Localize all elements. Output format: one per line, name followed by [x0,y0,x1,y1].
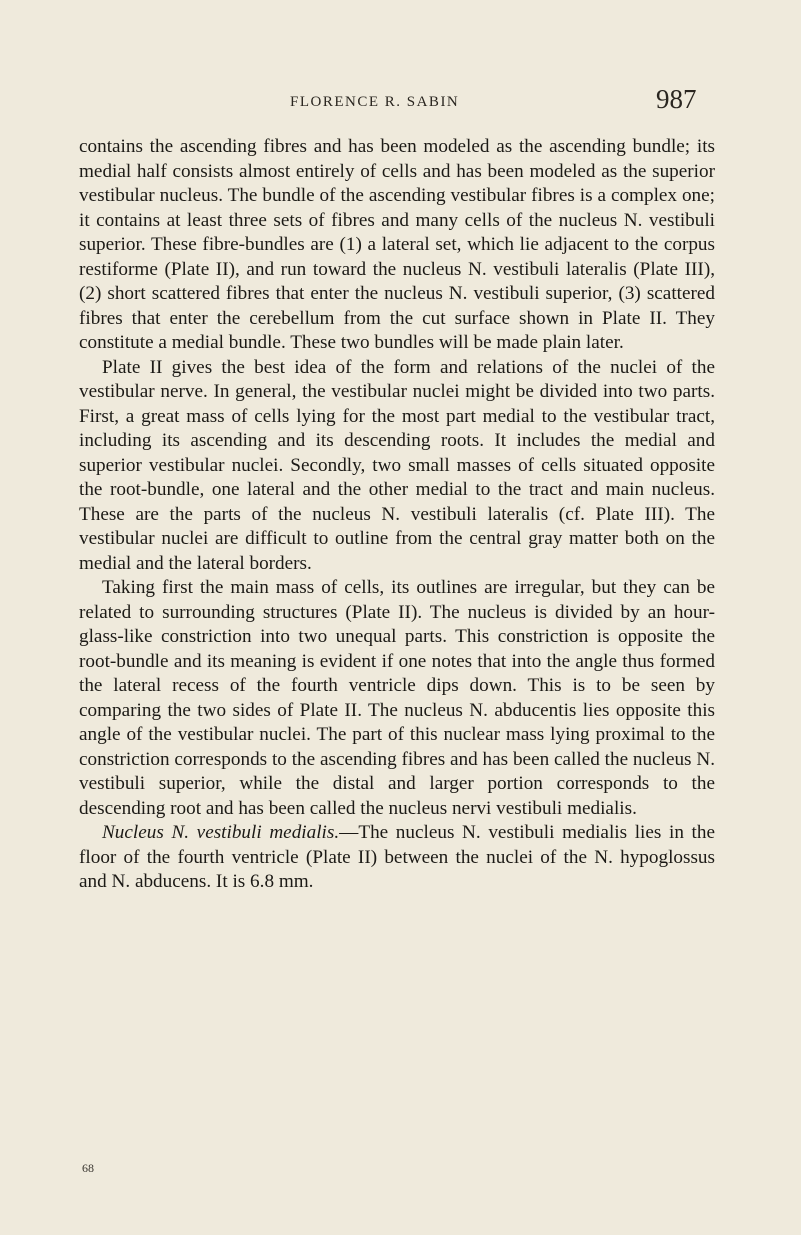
signature-mark: 68 [82,1161,94,1175]
body-text [79,135,715,895]
running-head [0,84,801,118]
paragraph: Plate II gives the best idea of the form and relations of the nuclei of the vestibular nerve. In general, the vestibular nuclei might be divided into two parts. First, a great mass of cells lying for the most part medial to the vestibular tract, including its ascending and its descending roots. It includes the medial and superior vestibular nuclei. Secondly, two small masses of cells situated opposite the root-bundle, one lateral and the other medial to the tract and main nucleus. These are the parts of the nucleus N. vestibuli lateralis (cf. Plate III). The vestibular nuclei are difficult to outline from the central gray matter both on the medial and the lateral borders. [79,356,715,574]
paragraph: Taking first the main mass of cells, its outlines are irregular, but they can be related to surrounding structures (Plate II). The nucleus is divided by an hour-glass-like constriction into two unequal parts. This constriction is opposite the root-bundle and its meaning is evident if one notes that into the angle thus formed the lateral recess of the fourth ventricle dips down. This is to be seen by comparing the two sides of Plate II. The nucleus N. abducentis lies opposite this angle of the vestibular nuclei. The part of this nuclear mass lying proximal to the constriction corresponds to the ascending fibres and has been called the nucleus N. vestibuli superior, while the distal and larger portion corresponds to the descending root and has been called the nucleus nervi vestibuli medialis. [79,577,715,819]
paragraph-text: —The nucleus N. vestibuli medialis lies in the floor of the fourth ventricle (Plate II) between the nuclei of the N. hypoglossus and N. abducens. It is 6.8 mm. [79,822,715,892]
section-heading-italic: Nucleus N. vestibuli medialis. [102,822,340,843]
running-title: FLORENCE R. SABIN [290,94,460,110]
paragraph [79,821,715,895]
paragraph: contains the ascending fibres and has been modeled as the ascending bundle; its medial half consists almost entirely of cells and has been modeled as the superior vestibular nucleus. The bundle of the ascending vestibular fibres is a complex one; it contains at least three sets of fibres and many cells of the nucleus N. vestibuli superior. These fibre-bundles are (1) a lateral set, which lie adjacent to the corpus restiforme (Plate II), and run toward the nucleus N. vestibuli lateralis (Plate III), (2) short scattered fibres that enter the nucleus N. vestibuli superior, (3) scattered fibres that enter the cerebellum from the cut surface shown in Plate II. They constitute a medial bundle. These two bundles will be made plain later. [79,136,715,353]
page-number: 987 [656,84,697,114]
